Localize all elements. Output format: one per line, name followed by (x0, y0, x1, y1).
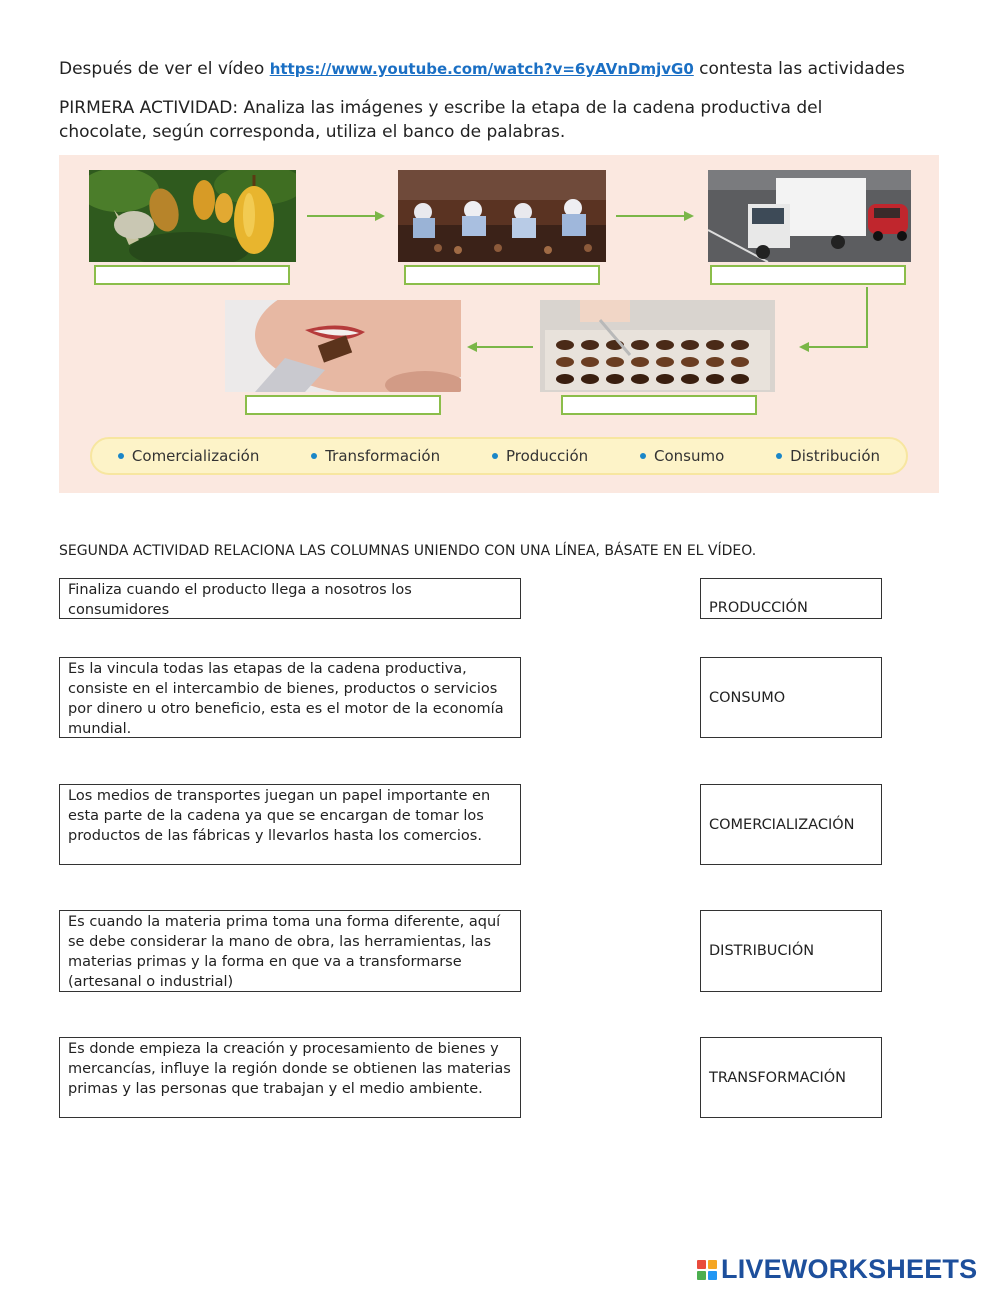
match-right-label: PRODUCCIÓN (709, 600, 808, 616)
bullet-icon (776, 453, 782, 459)
answer-box-5[interactable] (561, 395, 757, 415)
match-right-label: TRANSFORMACIÓN (709, 1069, 846, 1086)
answer-box-2[interactable] (404, 265, 600, 285)
logo-text: LIVEWORKSHEETS (721, 1254, 978, 1284)
word-bank-item: Transformación (311, 447, 440, 465)
logo-mark-icon (697, 1260, 717, 1280)
match-left-3[interactable]: Los medios de transportes juegan un papel importante en esta parte de la cadena ya que se encargan de tomar los productos de las fábricas y llevarlos hasta los comercios. (59, 784, 521, 865)
bullet-icon (492, 453, 498, 459)
match-left-5[interactable]: Es donde empieza la creación y procesamiento de bienes y mercancías, influye la región donde se obtienen las materias primas y las personas que trabajan y el medio ambiente. (59, 1037, 521, 1118)
match-left-4[interactable]: Es cuando la materia prima toma una forma diferente, aquí se debe considerar la mano de obra, las herramientas, las materias primas y la forma en que va a transformarse (artesanal o industrial) (59, 910, 521, 992)
intro-before: Después de ver el vídeo (59, 59, 270, 79)
match-left-1[interactable]: Finaliza cuando el producto llega a nosotros los consumidores (59, 578, 521, 619)
match-right-1[interactable] (700, 578, 882, 619)
liveworksheets-logo (697, 1254, 977, 1285)
activity2-instructions: SEGUNDA ACTIVIDAD RELACIONA LAS COLUMNAS UNIENDO CON UNA LÍNEA, BÁSATE EN EL VÍDEO. (59, 543, 757, 559)
intro-after: contesta las actividades (693, 59, 905, 79)
match-right-label: COMERCIALIZACIÓN (709, 816, 855, 833)
bullet-icon (311, 453, 317, 459)
match-left-2[interactable]: Es la vincula todas las etapas de la cadena productiva, consiste en el intercambio de bienes, productos o servicios por dinero u otro beneficio, esta es el motor de la economía mundial. (59, 657, 521, 738)
intro-line (59, 59, 905, 79)
match-right-3[interactable] (700, 784, 882, 865)
answer-box-1[interactable] (94, 265, 290, 285)
bullet-icon (640, 453, 646, 459)
match-right-label: CONSUMO (709, 689, 786, 706)
word-bank-item: Comercialización (118, 447, 259, 465)
answer-box-4[interactable] (245, 395, 441, 415)
word-bank-item: Consumo (640, 447, 724, 465)
answer-box-3[interactable] (710, 265, 906, 285)
bullet-icon (118, 453, 124, 459)
match-right-label: DISTRIBUCIÓN (709, 943, 815, 959)
match-right-2[interactable] (700, 657, 882, 738)
video-link[interactable]: https://www.youtube.com/watch?v=6yAVnDmjvG0 (269, 60, 694, 78)
word-bank-item: Distribución (776, 447, 880, 465)
activity1-instructions: PIRMERA ACTIVIDAD: Analiza las imágenes y escribe la etapa de la cadena productiva del chocolate, según corresponda, utiliza el banco de palabras. (59, 98, 823, 142)
word-bank-item: Producción (492, 447, 588, 465)
match-right-4[interactable] (700, 910, 882, 992)
activity1-panel (59, 155, 939, 493)
word-bank (90, 437, 908, 475)
match-right-5[interactable] (700, 1037, 882, 1118)
